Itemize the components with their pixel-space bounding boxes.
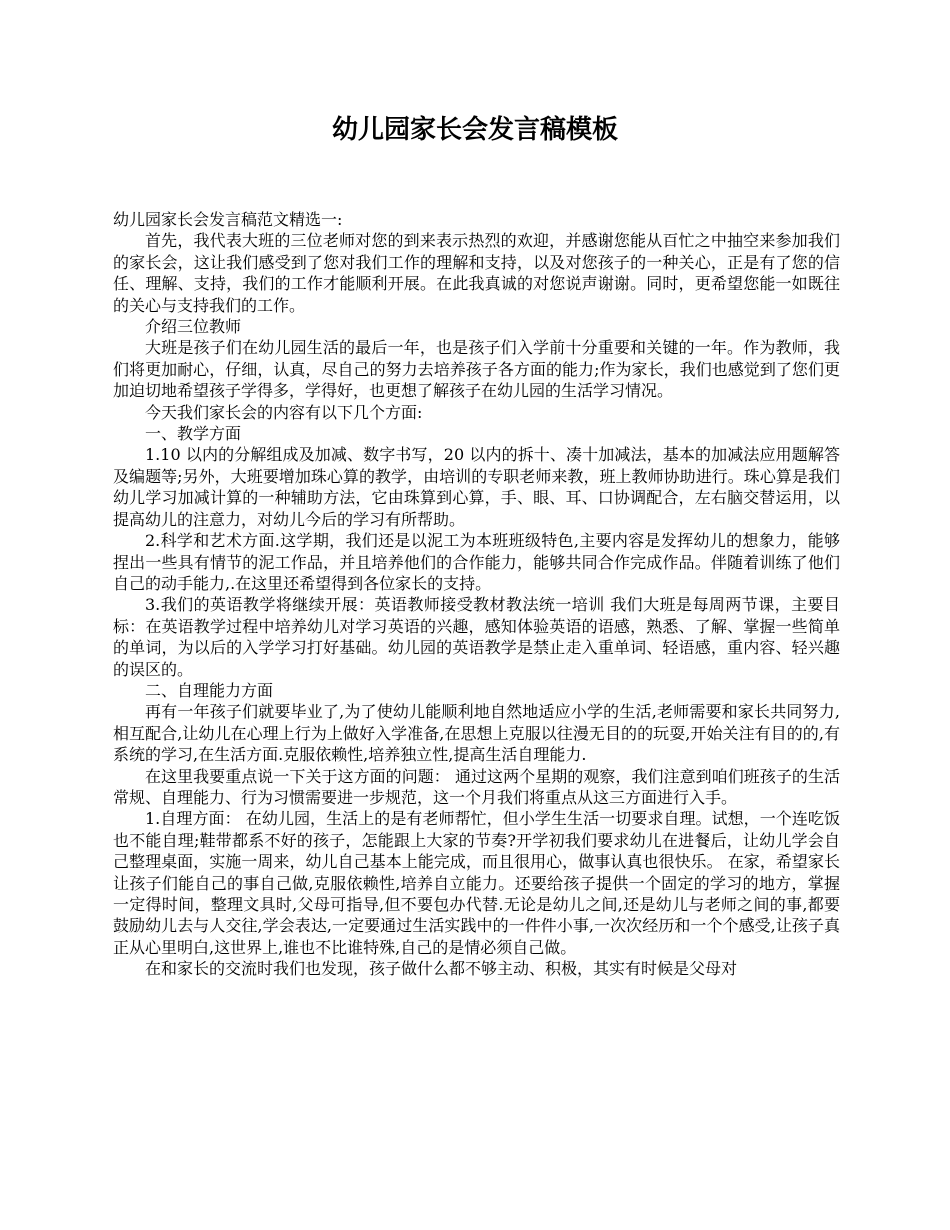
section-heading-teaching: 一、教学方面	[145, 424, 242, 444]
paragraph-agenda: 今天我们家长会的内容有以下几个方面:	[145, 402, 423, 422]
paragraph-key-points: 在这里我要重点说一下关于这方面的问题： 通过这两个星期的观察，我们注意到咱们班孩子的生活常规、自理能力、行为习惯需要进一步规范，这一个月我们将重点从这三方面进行入手。	[113, 766, 840, 807]
paragraph-science-art: 2.科学和艺术方面.这学期，我们还是以泥工为本班班级特色,主要内容是发挥幼儿的想象力，能够捏出一些具有情节的泥工作品，并且培养他们的合作能力，能够共同合作完成作品。伴随着训练了他们自己的动手能力,.在这里还希望得到各位家长的支持。	[113, 531, 840, 593]
paragraph-teacher-intro: 介绍三位教师	[145, 317, 242, 337]
paragraph-english: 3.我们的英语教学将继续开展：英语教师接受教材教法统一培训 我们大班是每周两节课，主要目标：在英语教学过程中培养幼儿对学习英语的兴趣，感知体验英语的语感，熟悉、了解、掌握一些简单的单词，为以后的入学学习打好基础。幼儿园的英语教学是禁止走入重单词、轻语感，重内容、轻兴趣的误区的。	[113, 595, 840, 679]
section-heading-self-care: 二、自理能力方面	[145, 680, 274, 700]
document-body	[113, 209, 840, 980]
paragraph-parent-communication: 在和家长的交流时我们也发现，孩子做什么都不够主动、积极，其实有时候是父母对	[145, 959, 738, 979]
paragraph-final-year: 大班是孩子们在幼儿园生活的最后一年，也是孩子们入学前十分重要和关键的一年。作为教师，我们将更加耐心，仔细，认真，尽自己的努力去培养孩子各方面的能力;作为家长，我们也感觉到了您们更加迫切地希望孩子学得多，学得好，也更想了解孩子在幼儿园的生活学习情况。	[113, 338, 840, 401]
paragraph-math: 1.10 以内的分解组成及加减、数字书写，20 以内的拆十、凑十加减法，基本的加减法应用题解答及编题等;另外，大班要增加珠心算的教学，由培训的专职老师来教，班上教师协助进行。珠心算是我们幼儿学习加减计算的一种辅助方法，它由珠算到心算，手、眼、耳、口协调配合，左右脑交替运用，以提高幼儿的注意力，对幼儿今后的学习有所帮助。	[113, 445, 840, 529]
paragraph-intro-heading: 幼儿园家长会发言稿范文精选一:	[113, 210, 343, 229]
paragraph-welcome: 首先，我代表大班的三位老师对您的到来表示热烈的欢迎，并感谢您能从百忙之中抽空来参加我们的家长会，这让我们感受到了您对我们工作的理解和支持，以及对您孩子的一种关心，正是有了您的信任、理解、支持，我们的工作才能顺利开展。在此我真诚的对您说声谢谢。同时，更希望您能一如既往的关心与支持我们的工作。	[113, 231, 840, 315]
paragraph-self-care-detail: 1.自理方面： 在幼儿园，生活上的是有老师帮忙，但小学生生活一切要求自理。试想，一个连吃饭也不能自理;鞋带都系不好的孩子，怎能跟上大家的节奏?开学初我们要求幼儿在进餐后，让幼儿学会自己整理桌面，实施一周来，幼儿自己基本上能完成，而且很用心，做事认真也很快乐。 在家，希望家长让孩子们能自己的事自己做,克服依赖性,培养自立能力。还要给孩子提供一个固定的学习的地方，掌握一定得时间，整理文具时,父母可指导,但不要包办代替.无论是幼儿之间,还是幼儿与老师之间的事,都要鼓励幼儿去与人交往,学会表达,一定要通过生活实践中的一件件小事,一次次经历和一个个感受,让孩子真正从心里明白,这世界上,谁也不比谁特殊,自己的是情必须自己做。	[113, 809, 840, 957]
paragraph-graduation-prep: 再有一年孩子们就要毕业了,为了使幼儿能顺利地自然地适应小学的生活,老师需要和家长共同努力,相互配合,让幼儿在心理上行为上做好入学准备,在思想上克服以往漫无目的的玩耍,开始关注有目的的,有系统的学习,在生活方面.克服依赖性,培养独立性,提高生活自理能力.	[113, 702, 840, 765]
document-title: 幼儿园家长会发言稿模板	[331, 115, 618, 145]
